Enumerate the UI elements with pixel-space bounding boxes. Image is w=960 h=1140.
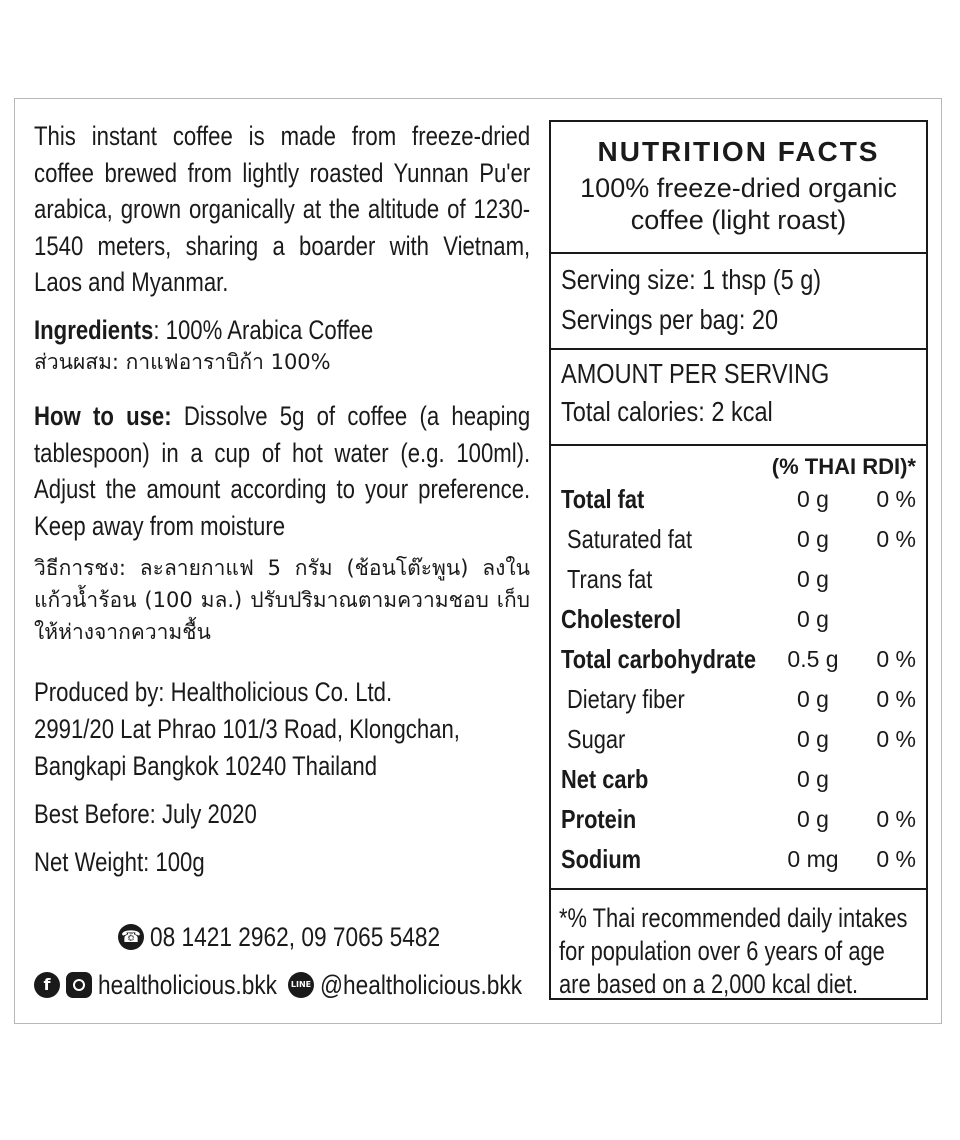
best-before: Best Before: July 2020 <box>34 799 257 829</box>
nutrient-rdi: 0 % <box>876 846 916 872</box>
nutrient-amount: 0 g <box>797 486 829 512</box>
nutrient-rdi: 0 % <box>876 526 916 552</box>
table-row <box>551 640 926 680</box>
net-weight-section <box>34 844 530 881</box>
line-icon: LINE <box>288 972 314 998</box>
amount-per-serving: AMOUNT PER SERVING <box>561 358 830 389</box>
nutrient-name: Cholesterol <box>561 604 682 634</box>
ingredients-label: Ingredients <box>34 315 154 345</box>
phone-contact <box>118 920 495 954</box>
nutrient-amount: 0 g <box>797 566 829 592</box>
nutrient-name: Net carb <box>561 764 649 794</box>
table-row <box>551 680 926 720</box>
nutrition-header <box>551 122 926 254</box>
nutrient-table <box>551 446 926 890</box>
nutrition-footnote: *% Thai recommended daily intakes for population over 6 years of age are based on a 2,000 kcal diet. <box>559 903 908 999</box>
table-row <box>551 560 926 600</box>
nutrient-amount: 0 mg <box>787 846 839 872</box>
nutrient-amount: 0 g <box>797 526 829 552</box>
nutrient-rdi: 0 % <box>876 646 916 672</box>
net-weight: Net Weight: 100g <box>34 847 205 877</box>
social-handle: healtholicious.bkk <box>98 970 278 1000</box>
how-to-use-thai: วิธีการชง: ละลายกาแฟ 5 กรัม (ช้อนโต๊ะพูน) ลงในแก้วน้ำร้อน (100 มล.) ปรับปริมาณตามความชอบ เก็บให้ห่างจากความชื้น <box>34 556 530 644</box>
nutrition-subtitle <box>551 172 926 236</box>
producer-section <box>34 674 530 785</box>
nutrient-amount: 0 g <box>797 606 829 632</box>
ingredients-section <box>34 312 530 349</box>
facebook-icon: f <box>34 972 60 998</box>
nutrient-name: Protein <box>561 804 637 834</box>
how-to-use-thai-section <box>34 552 530 648</box>
nutrient-amount: 0 g <box>797 806 829 832</box>
nutrient-rdi: 0 % <box>876 486 916 512</box>
nutrient-name: Dietary fiber <box>567 684 685 714</box>
ingredients-line <box>34 312 530 349</box>
total-calories: Total calories: 2 kcal <box>561 396 773 427</box>
ingredients-thai-section <box>34 346 530 378</box>
producer-line-3: Bangkapi Bangkok 10240 Thailand <box>34 751 378 781</box>
nutrient-name: Trans fat <box>567 564 653 594</box>
serving-section <box>551 254 926 350</box>
how-to-use-body: Dissolve 5g of coffee (a heaping tablespoon) in a cup of hot water (e.g. 100ml). Adjust the amount according to your preference. Keep away from moisture <box>34 401 531 541</box>
instagram-icon <box>66 972 92 998</box>
phone-numbers: 08 1421 2962, 09 7065 5482 <box>150 922 441 952</box>
table-row <box>551 600 926 640</box>
nutrition-title: NUTRITION FACTS <box>597 136 880 167</box>
table-row <box>551 480 926 520</box>
nutrient-amount: 0 g <box>797 766 829 792</box>
nutrition-subtitle-line-1: 100% freeze-dried organic <box>580 173 897 203</box>
how-to-use-section <box>34 398 530 544</box>
table-row <box>551 520 926 560</box>
nutrition-subtitle-line-2: coffee (light roast) <box>630 205 847 235</box>
producer-line-1: Produced by: Healtholicious Co. Ltd. <box>34 677 393 707</box>
how-to-use-label: How to use: <box>34 401 172 431</box>
nutrient-amount: 0.5 g <box>787 646 839 672</box>
phone-icon: ☎ <box>118 924 144 950</box>
nutrient-rdi: 0 % <box>876 806 916 832</box>
nutrition-facts-panel <box>549 120 928 1000</box>
table-row <box>551 720 926 760</box>
social-contact <box>34 968 561 1002</box>
rdi-header: (% THAI RDI)* <box>771 454 916 479</box>
ingredients-text: : 100% Arabica Coffee <box>153 315 374 345</box>
nutrient-amount: 0 g <box>797 726 829 752</box>
servings-per-bag: Servings per bag: 20 <box>561 304 779 335</box>
nutrient-name: Total fat <box>561 484 645 514</box>
product-description <box>34 118 530 301</box>
table-row <box>551 840 926 880</box>
line-handle: @healtholicious.bkk <box>320 970 523 1000</box>
nutrient-rdi: 0 % <box>876 686 916 712</box>
amount-section <box>551 350 926 446</box>
producer-line-2: 2991/20 Lat Phrao 101/3 Road, Klongchan, <box>34 714 460 744</box>
nutrient-name: Saturated fat <box>567 524 693 554</box>
nutrient-name: Sodium <box>561 844 642 874</box>
nutrition-footnote-section <box>551 890 926 998</box>
serving-size: Serving size: 1 thsp (5 g) <box>561 264 822 295</box>
how-to-use-text <box>34 398 530 544</box>
nutrient-name: Sugar <box>567 724 626 754</box>
ingredients-thai: ส่วนผสม: กาแฟอาราบิก้า 100% <box>34 350 331 374</box>
nutrient-name: Total carbohydrate <box>561 644 756 674</box>
nutrient-amount: 0 g <box>797 686 829 712</box>
intro-text: This instant coffee is made from freeze-dried coffee brewed from lightly roasted Yunnan Pu'er arabica, grown organically at the altitude of 1230-1540 meters, sharing a boarder with Vietnam, Laos and Myanmar. <box>34 121 531 297</box>
nutrient-rdi: 0 % <box>876 726 916 752</box>
best-before-section <box>34 796 530 833</box>
table-row <box>551 800 926 840</box>
table-row <box>551 760 926 800</box>
